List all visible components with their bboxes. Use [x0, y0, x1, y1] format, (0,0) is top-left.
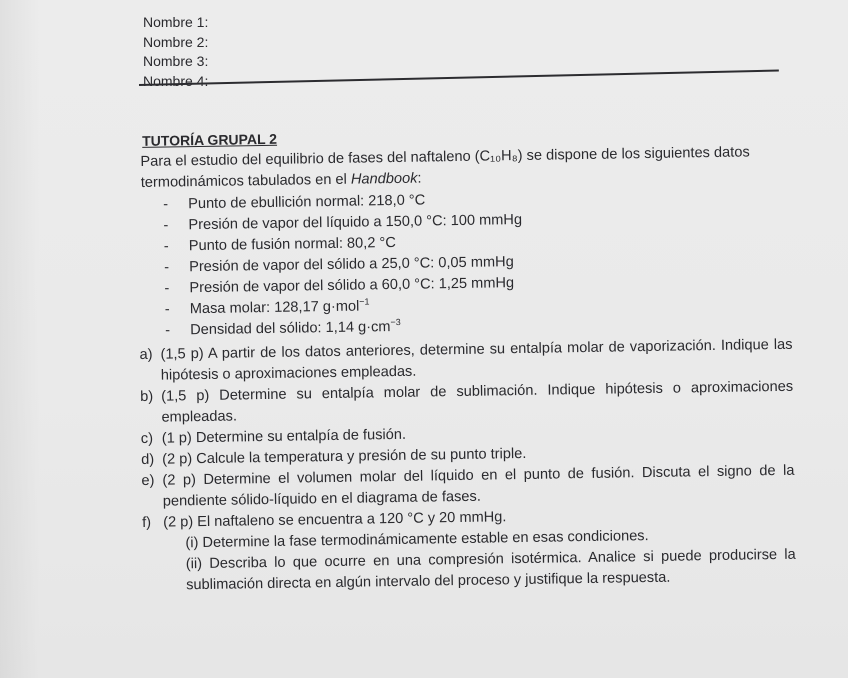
- question-text: (1,5 p) A partir de los datos anteriores, determine su entalpía molar de vaporización. Indique las hipótesis o aproximaciones empleadas.: [160, 336, 793, 384]
- sub-question-i: (i) Determine la fase termodinámicamente estable en esas condiciones.: [185, 528, 649, 552]
- dash-bullet: -: [164, 259, 170, 276]
- question-text: (1 p) Determine su entalpía de fusión.: [161, 426, 407, 447]
- data-item: - Presión de vapor del sólido a 25,0 °C: 0,05 mmHg: [139, 248, 791, 279]
- intro-text-3: :: [417, 170, 422, 187]
- question-letter: c): [140, 430, 154, 447]
- intro-text-1: Para el estudio del equilibrio de fases del naftaleno (: [140, 148, 480, 170]
- page-shadow: [0, 0, 40, 678]
- data-list: [138, 185, 792, 342]
- question-letter: d): [141, 451, 155, 468]
- names-block: [143, 13, 208, 91]
- dash-bullet: -: [163, 196, 169, 213]
- data-item-molar-mass: - Masa molar: 128,17 g·mol$^{-1}$: [140, 290, 792, 321]
- separator-line: [139, 69, 779, 86]
- data-item: - Presión de vapor del sólido a 60,0 °C: 1,25 mmHg: [139, 269, 791, 300]
- name-2-label: Nombre 2:: [143, 33, 209, 50]
- data-item: - Punto de ebullición normal: 218,0 °C: [138, 185, 790, 216]
- data-item: - Punto de fusión normal: 80,2 °C: [139, 227, 791, 258]
- question-letter: f): [142, 514, 152, 531]
- dash-bullet: -: [164, 280, 170, 297]
- document-body: [137, 121, 796, 597]
- document-title: TUTORÍA GRUPAL 2: [142, 130, 278, 149]
- molar-mass-exponent: −1: [359, 296, 370, 307]
- question-text: (2 p) Determine el volumen molar del líquido en el punto de fusión. Discuta el signo de la pendiente sólido-líquido en el diagrama de fases.: [162, 462, 795, 510]
- question-text: (2 p) Calcule la temperatura y presión de su punto triple.: [162, 445, 527, 468]
- name-3-label: Nombre 3:: [143, 53, 209, 69]
- naphthalene-formula: C₁₀H₈: [479, 148, 518, 165]
- name-1-label: Nombre 1:: [143, 14, 209, 30]
- dash-bullet: -: [163, 217, 169, 234]
- question-letter: a): [139, 346, 153, 363]
- dash-bullet: -: [165, 322, 171, 339]
- density-exponent: −3: [390, 317, 401, 328]
- question-letter: b): [140, 388, 154, 405]
- data-item: - Presión de vapor del líquido a 150,0 °C: 100 mmHg: [138, 206, 790, 237]
- question-text: (2 p) El naftaleno se encuentra a 120 °C y 20 mmHg.: [163, 509, 507, 531]
- handbook-reference: Handbook: [350, 170, 418, 188]
- question-letter: e): [141, 472, 155, 489]
- question-text: (1,5 p) Determine su entalpía molar de sublimación. Indique hipótesis o aproximaciones empleadas.: [161, 378, 794, 426]
- intro-text-2: ) se dispone de los siguientes datos termodinámicos tabulados en el: [140, 144, 750, 191]
- dash-bullet: -: [163, 238, 169, 255]
- name-4-label: Nombre 4:: [143, 72, 209, 89]
- data-item-density: - Densidad del sólido: 1,14 $g\cdot cm^{-3}$: [140, 311, 792, 342]
- dash-bullet: -: [164, 301, 170, 318]
- sub-question-ii: (ii) Describa lo que ocurre en una compresión isotérmica. Analice si puede producirse la sublimación directa en algún intervalo del proceso y justifique la respuesta.: [185, 546, 796, 594]
